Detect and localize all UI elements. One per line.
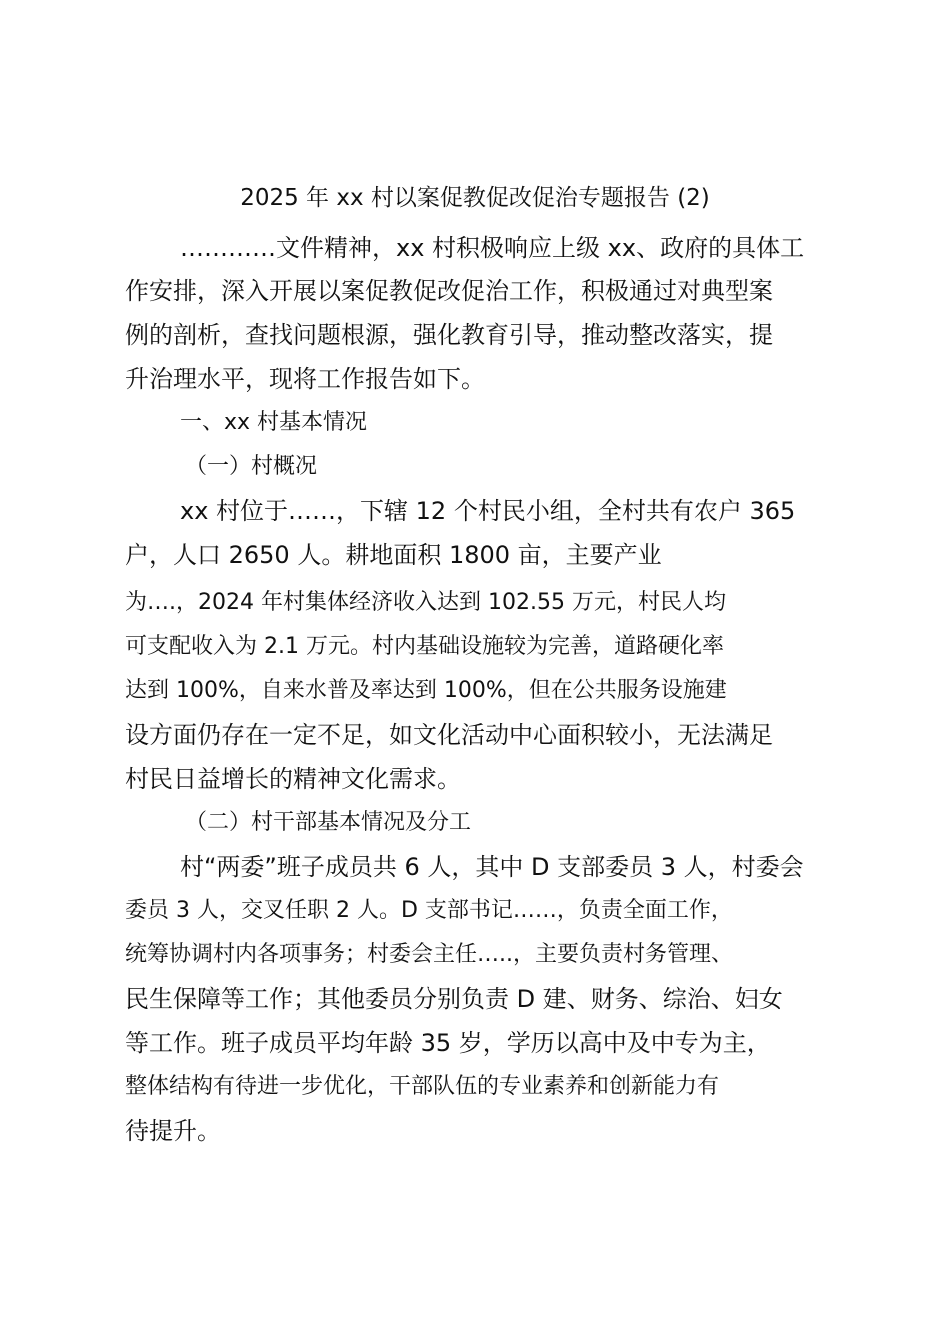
paragraph-line-7: 为….，2024 年村集体经济收入达到 102.55 万元，村民人均 <box>125 590 726 615</box>
paragraph-line-5: xx 村位于……，下辖 12 个村民小组，全村共有农户 365 <box>180 497 796 525</box>
document-title: 2025 年 xx 村以案促教促改促治专题报告 (2) <box>240 185 710 211</box>
paragraph-line-15: 民生保障等工作；其他委员分别负责 D 建、财务、综治、妇女 <box>125 985 783 1013</box>
paragraph-line-17: 整体结构有待进一步优化，干部队伍的专业素养和创新能力有 <box>125 1074 720 1099</box>
paragraph-line-3: 例的剖析，查找问题根源，强化教育引导，推动整改落实，提 <box>125 321 773 349</box>
paragraph-line-2: 作安排，深入开展以案促教促改促治工作，积极通过对典型案 <box>125 277 773 305</box>
paragraph-line-11: 村民日益增长的精神文化需求。 <box>125 765 461 793</box>
paragraph-line-16: 等工作。班子成员平均年龄 35 岁，学历以高中及中专为主， <box>125 1029 771 1057</box>
paragraph-line-1: …………文件精神，xx 村积极响应上级 xx、政府的具体工 <box>180 234 805 262</box>
paragraph-line-12: 村“两委”班子成员共 6 人，其中 D 支部委员 3 人，村委会 <box>180 853 804 881</box>
section-heading-1: 一、xx 村基本情况 <box>180 410 368 435</box>
subsection-heading-1: （一）村概况 <box>185 454 318 479</box>
paragraph-line-18: 待提升。 <box>125 1117 221 1145</box>
paragraph-line-8: 可支配收入为 2.1 万元。村内基础设施较为完善，道路硬化率 <box>125 634 724 659</box>
paragraph-line-10: 设方面仍存在一定不足，如文化活动中心面积较小，无法满足 <box>125 721 773 749</box>
paragraph-line-6: 户，人口 2650 人。耕地面积 1800 亩，主要产业 <box>125 541 662 569</box>
paragraph-line-13: 委员 3 人，交叉任职 2 人。D 支部书记……，负责全面工作， <box>125 898 733 923</box>
paragraph-line-4: 升治理水平，现将工作报告如下。 <box>125 365 485 393</box>
paragraph-line-9: 达到 100%，自来水普及率达到 100%，但在公共服务设施建 <box>125 678 727 703</box>
subsection-heading-2: （二）村干部基本情况及分工 <box>185 810 472 835</box>
paragraph-line-14: 统筹协调村内各项事务；村委会主任…..，主要负责村务管理、 <box>125 942 733 967</box>
